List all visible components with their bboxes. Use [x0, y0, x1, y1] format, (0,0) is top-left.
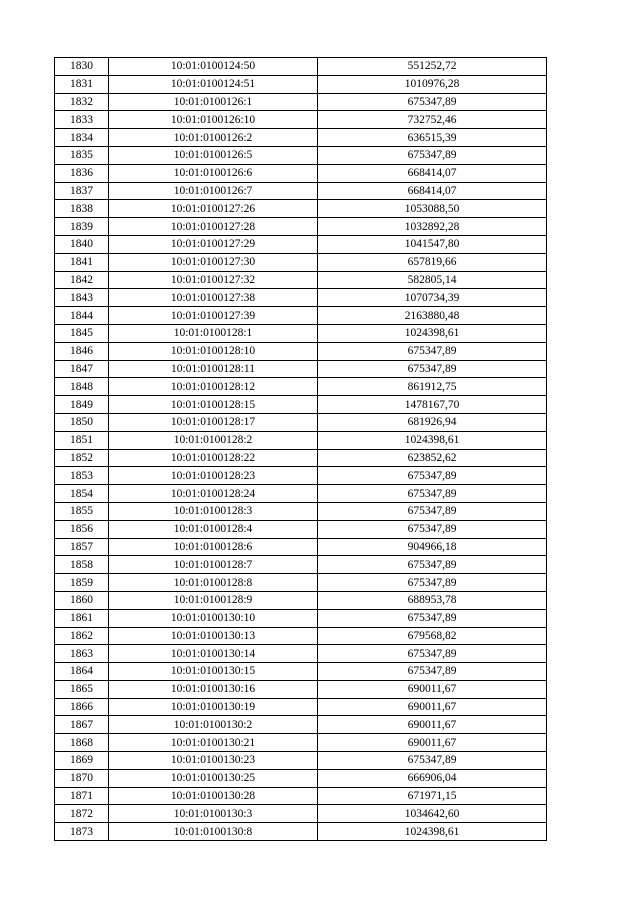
value-cell: 675347,89	[318, 556, 547, 574]
value-cell: 551252,72	[318, 58, 547, 76]
value-cell: 675347,89	[318, 146, 547, 164]
cadastral-number-cell: 10:01:0100126:2	[109, 129, 318, 147]
value-cell: 675347,89	[318, 609, 547, 627]
row-number-cell: 1863	[55, 645, 109, 663]
cadastral-number-cell: 10:01:0100130:28	[109, 787, 318, 805]
value-cell: 1478167,70	[318, 396, 547, 414]
row-number-cell: 1858	[55, 556, 109, 574]
cadastral-number-cell: 10:01:0100128:10	[109, 342, 318, 360]
row-number-cell: 1871	[55, 787, 109, 805]
cadastral-number-cell: 10:01:0100124:50	[109, 58, 318, 76]
table-row	[55, 627, 547, 645]
cadastral-number-cell: 10:01:0100130:21	[109, 734, 318, 752]
cadastral-number-cell: 10:01:0100130:10	[109, 609, 318, 627]
cadastral-number-cell: 10:01:0100127:30	[109, 253, 318, 271]
table-row	[55, 556, 547, 574]
row-number-cell: 1866	[55, 698, 109, 716]
value-cell: 732752,46	[318, 111, 547, 129]
cadastral-number-cell: 10:01:0100127:38	[109, 289, 318, 307]
value-cell: 675347,89	[318, 645, 547, 663]
row-number-cell: 1860	[55, 591, 109, 609]
table-row	[55, 538, 547, 556]
row-number-cell: 1845	[55, 324, 109, 342]
row-number-cell: 1840	[55, 235, 109, 253]
table-row	[55, 218, 547, 236]
table-row	[55, 645, 547, 663]
cadastral-number-cell: 10:01:0100130:3	[109, 805, 318, 823]
cadastral-number-cell: 10:01:0100126:1	[109, 93, 318, 111]
row-number-cell: 1833	[55, 111, 109, 129]
table-row	[55, 307, 547, 325]
cadastral-number-cell: 10:01:0100130:23	[109, 752, 318, 770]
value-cell: 904966,18	[318, 538, 547, 556]
cadastral-number-cell: 10:01:0100130:15	[109, 663, 318, 681]
row-number-cell: 1855	[55, 502, 109, 520]
row-number-cell: 1835	[55, 146, 109, 164]
table-row	[55, 698, 547, 716]
row-number-cell: 1857	[55, 538, 109, 556]
cadastral-number-cell: 10:01:0100130:14	[109, 645, 318, 663]
table-row	[55, 823, 547, 841]
cadastral-number-cell: 10:01:0100130:16	[109, 680, 318, 698]
value-cell: 668414,07	[318, 164, 547, 182]
row-number-cell: 1839	[55, 218, 109, 236]
row-number-cell: 1842	[55, 271, 109, 289]
table-row	[55, 591, 547, 609]
row-number-cell: 1853	[55, 467, 109, 485]
value-cell: 1032892,28	[318, 218, 547, 236]
table-row	[55, 787, 547, 805]
table-row	[55, 271, 547, 289]
value-cell: 671971,15	[318, 787, 547, 805]
row-number-cell: 1847	[55, 360, 109, 378]
row-number-cell: 1861	[55, 609, 109, 627]
value-cell: 666906,04	[318, 769, 547, 787]
row-number-cell: 1851	[55, 431, 109, 449]
row-number-cell: 1867	[55, 716, 109, 734]
cadastral-number-cell: 10:01:0100130:13	[109, 627, 318, 645]
row-number-cell: 1852	[55, 449, 109, 467]
cadastral-number-cell: 10:01:0100128:4	[109, 520, 318, 538]
cadastral-number-cell: 10:01:0100130:19	[109, 698, 318, 716]
cadastral-number-cell: 10:01:0100128:7	[109, 556, 318, 574]
cadastral-number-cell: 10:01:0100128:8	[109, 574, 318, 592]
row-number-cell: 1843	[55, 289, 109, 307]
value-cell: 657819,66	[318, 253, 547, 271]
value-cell: 675347,89	[318, 93, 547, 111]
row-number-cell: 1864	[55, 663, 109, 681]
row-number-cell: 1837	[55, 182, 109, 200]
table-row	[55, 289, 547, 307]
row-number-cell: 1854	[55, 485, 109, 503]
value-cell: 1010976,28	[318, 75, 547, 93]
table-row	[55, 680, 547, 698]
table-row	[55, 164, 547, 182]
table-row	[55, 574, 547, 592]
table-row	[55, 75, 547, 93]
row-number-cell: 1830	[55, 58, 109, 76]
value-cell: 675347,89	[318, 663, 547, 681]
table-row	[55, 360, 547, 378]
row-number-cell: 1859	[55, 574, 109, 592]
cadastral-number-cell: 10:01:0100126:10	[109, 111, 318, 129]
cadastral-number-cell: 10:01:0100128:22	[109, 449, 318, 467]
value-cell: 675347,89	[318, 360, 547, 378]
value-cell: 675347,89	[318, 520, 547, 538]
row-number-cell: 1848	[55, 378, 109, 396]
row-number-cell: 1865	[55, 680, 109, 698]
cadastral-number-cell: 10:01:0100128:9	[109, 591, 318, 609]
cadastral-number-cell: 10:01:0100127:28	[109, 218, 318, 236]
table-row	[55, 663, 547, 681]
cadastral-number-cell: 10:01:0100127:26	[109, 200, 318, 218]
table-row	[55, 431, 547, 449]
cadastral-number-cell: 10:01:0100130:2	[109, 716, 318, 734]
row-number-cell: 1862	[55, 627, 109, 645]
table-row	[55, 716, 547, 734]
table-body	[55, 58, 547, 841]
row-number-cell: 1849	[55, 396, 109, 414]
value-cell: 1041547,80	[318, 235, 547, 253]
table-row	[55, 396, 547, 414]
row-number-cell: 1836	[55, 164, 109, 182]
cadastral-number-cell: 10:01:0100127:32	[109, 271, 318, 289]
cadastral-number-cell: 10:01:0100130:8	[109, 823, 318, 841]
cadastral-number-cell: 10:01:0100127:39	[109, 307, 318, 325]
table-row	[55, 235, 547, 253]
row-number-cell: 1838	[55, 200, 109, 218]
row-number-cell: 1872	[55, 805, 109, 823]
row-number-cell: 1856	[55, 520, 109, 538]
table-row	[55, 413, 547, 431]
table-row	[55, 324, 547, 342]
value-cell: 688953,78	[318, 591, 547, 609]
value-cell: 1024398,61	[318, 324, 547, 342]
data-table	[54, 57, 547, 841]
row-number-cell: 1846	[55, 342, 109, 360]
cadastral-number-cell: 10:01:0100124:51	[109, 75, 318, 93]
value-cell: 675347,89	[318, 502, 547, 520]
row-number-cell: 1870	[55, 769, 109, 787]
cadastral-number-cell: 10:01:0100128:11	[109, 360, 318, 378]
table-row	[55, 182, 547, 200]
cadastral-number-cell: 10:01:0100128:3	[109, 502, 318, 520]
cadastral-number-cell: 10:01:0100128:23	[109, 467, 318, 485]
cadastral-number-cell: 10:01:0100126:5	[109, 146, 318, 164]
table-row	[55, 93, 547, 111]
row-number-cell: 1834	[55, 129, 109, 147]
value-cell: 690011,67	[318, 680, 547, 698]
value-cell: 681926,94	[318, 413, 547, 431]
value-cell: 690011,67	[318, 716, 547, 734]
cadastral-number-cell: 10:01:0100128:1	[109, 324, 318, 342]
value-cell: 675347,89	[318, 467, 547, 485]
cadastral-number-cell: 10:01:0100126:7	[109, 182, 318, 200]
table-row	[55, 467, 547, 485]
value-cell: 623852,62	[318, 449, 547, 467]
table-row	[55, 200, 547, 218]
row-number-cell: 1841	[55, 253, 109, 271]
table-row	[55, 129, 547, 147]
value-cell: 582805,14	[318, 271, 547, 289]
row-number-cell: 1868	[55, 734, 109, 752]
value-cell: 690011,67	[318, 734, 547, 752]
table-row	[55, 378, 547, 396]
row-number-cell: 1869	[55, 752, 109, 770]
value-cell: 1070734,39	[318, 289, 547, 307]
value-cell: 861912,75	[318, 378, 547, 396]
table-row	[55, 253, 547, 271]
cadastral-number-cell: 10:01:0100127:29	[109, 235, 318, 253]
table-row	[55, 734, 547, 752]
value-cell: 636515,39	[318, 129, 547, 147]
value-cell: 690011,67	[318, 698, 547, 716]
table-row	[55, 111, 547, 129]
row-number-cell: 1873	[55, 823, 109, 841]
table-row	[55, 769, 547, 787]
table-row	[55, 805, 547, 823]
value-cell: 1024398,61	[318, 823, 547, 841]
table-row	[55, 502, 547, 520]
row-number-cell: 1850	[55, 413, 109, 431]
table-row	[55, 520, 547, 538]
cadastral-number-cell: 10:01:0100126:6	[109, 164, 318, 182]
value-cell: 679568,82	[318, 627, 547, 645]
value-cell: 1034642,60	[318, 805, 547, 823]
cadastral-number-cell: 10:01:0100130:25	[109, 769, 318, 787]
value-cell: 675347,89	[318, 485, 547, 503]
value-cell: 1053088,50	[318, 200, 547, 218]
table-row	[55, 342, 547, 360]
cadastral-number-cell: 10:01:0100128:6	[109, 538, 318, 556]
cadastral-number-cell: 10:01:0100128:24	[109, 485, 318, 503]
row-number-cell: 1844	[55, 307, 109, 325]
value-cell: 675347,89	[318, 752, 547, 770]
value-cell: 2163880,48	[318, 307, 547, 325]
value-cell: 1024398,61	[318, 431, 547, 449]
cadastral-number-cell: 10:01:0100128:17	[109, 413, 318, 431]
table-row	[55, 146, 547, 164]
value-cell: 675347,89	[318, 574, 547, 592]
table-row	[55, 449, 547, 467]
value-cell: 668414,07	[318, 182, 547, 200]
table-row	[55, 58, 547, 76]
cadastral-number-cell: 10:01:0100128:15	[109, 396, 318, 414]
row-number-cell: 1832	[55, 93, 109, 111]
cadastral-number-cell: 10:01:0100128:2	[109, 431, 318, 449]
table-row	[55, 609, 547, 627]
value-cell: 675347,89	[318, 342, 547, 360]
row-number-cell: 1831	[55, 75, 109, 93]
table-row	[55, 485, 547, 503]
table-row	[55, 752, 547, 770]
cadastral-number-cell: 10:01:0100128:12	[109, 378, 318, 396]
